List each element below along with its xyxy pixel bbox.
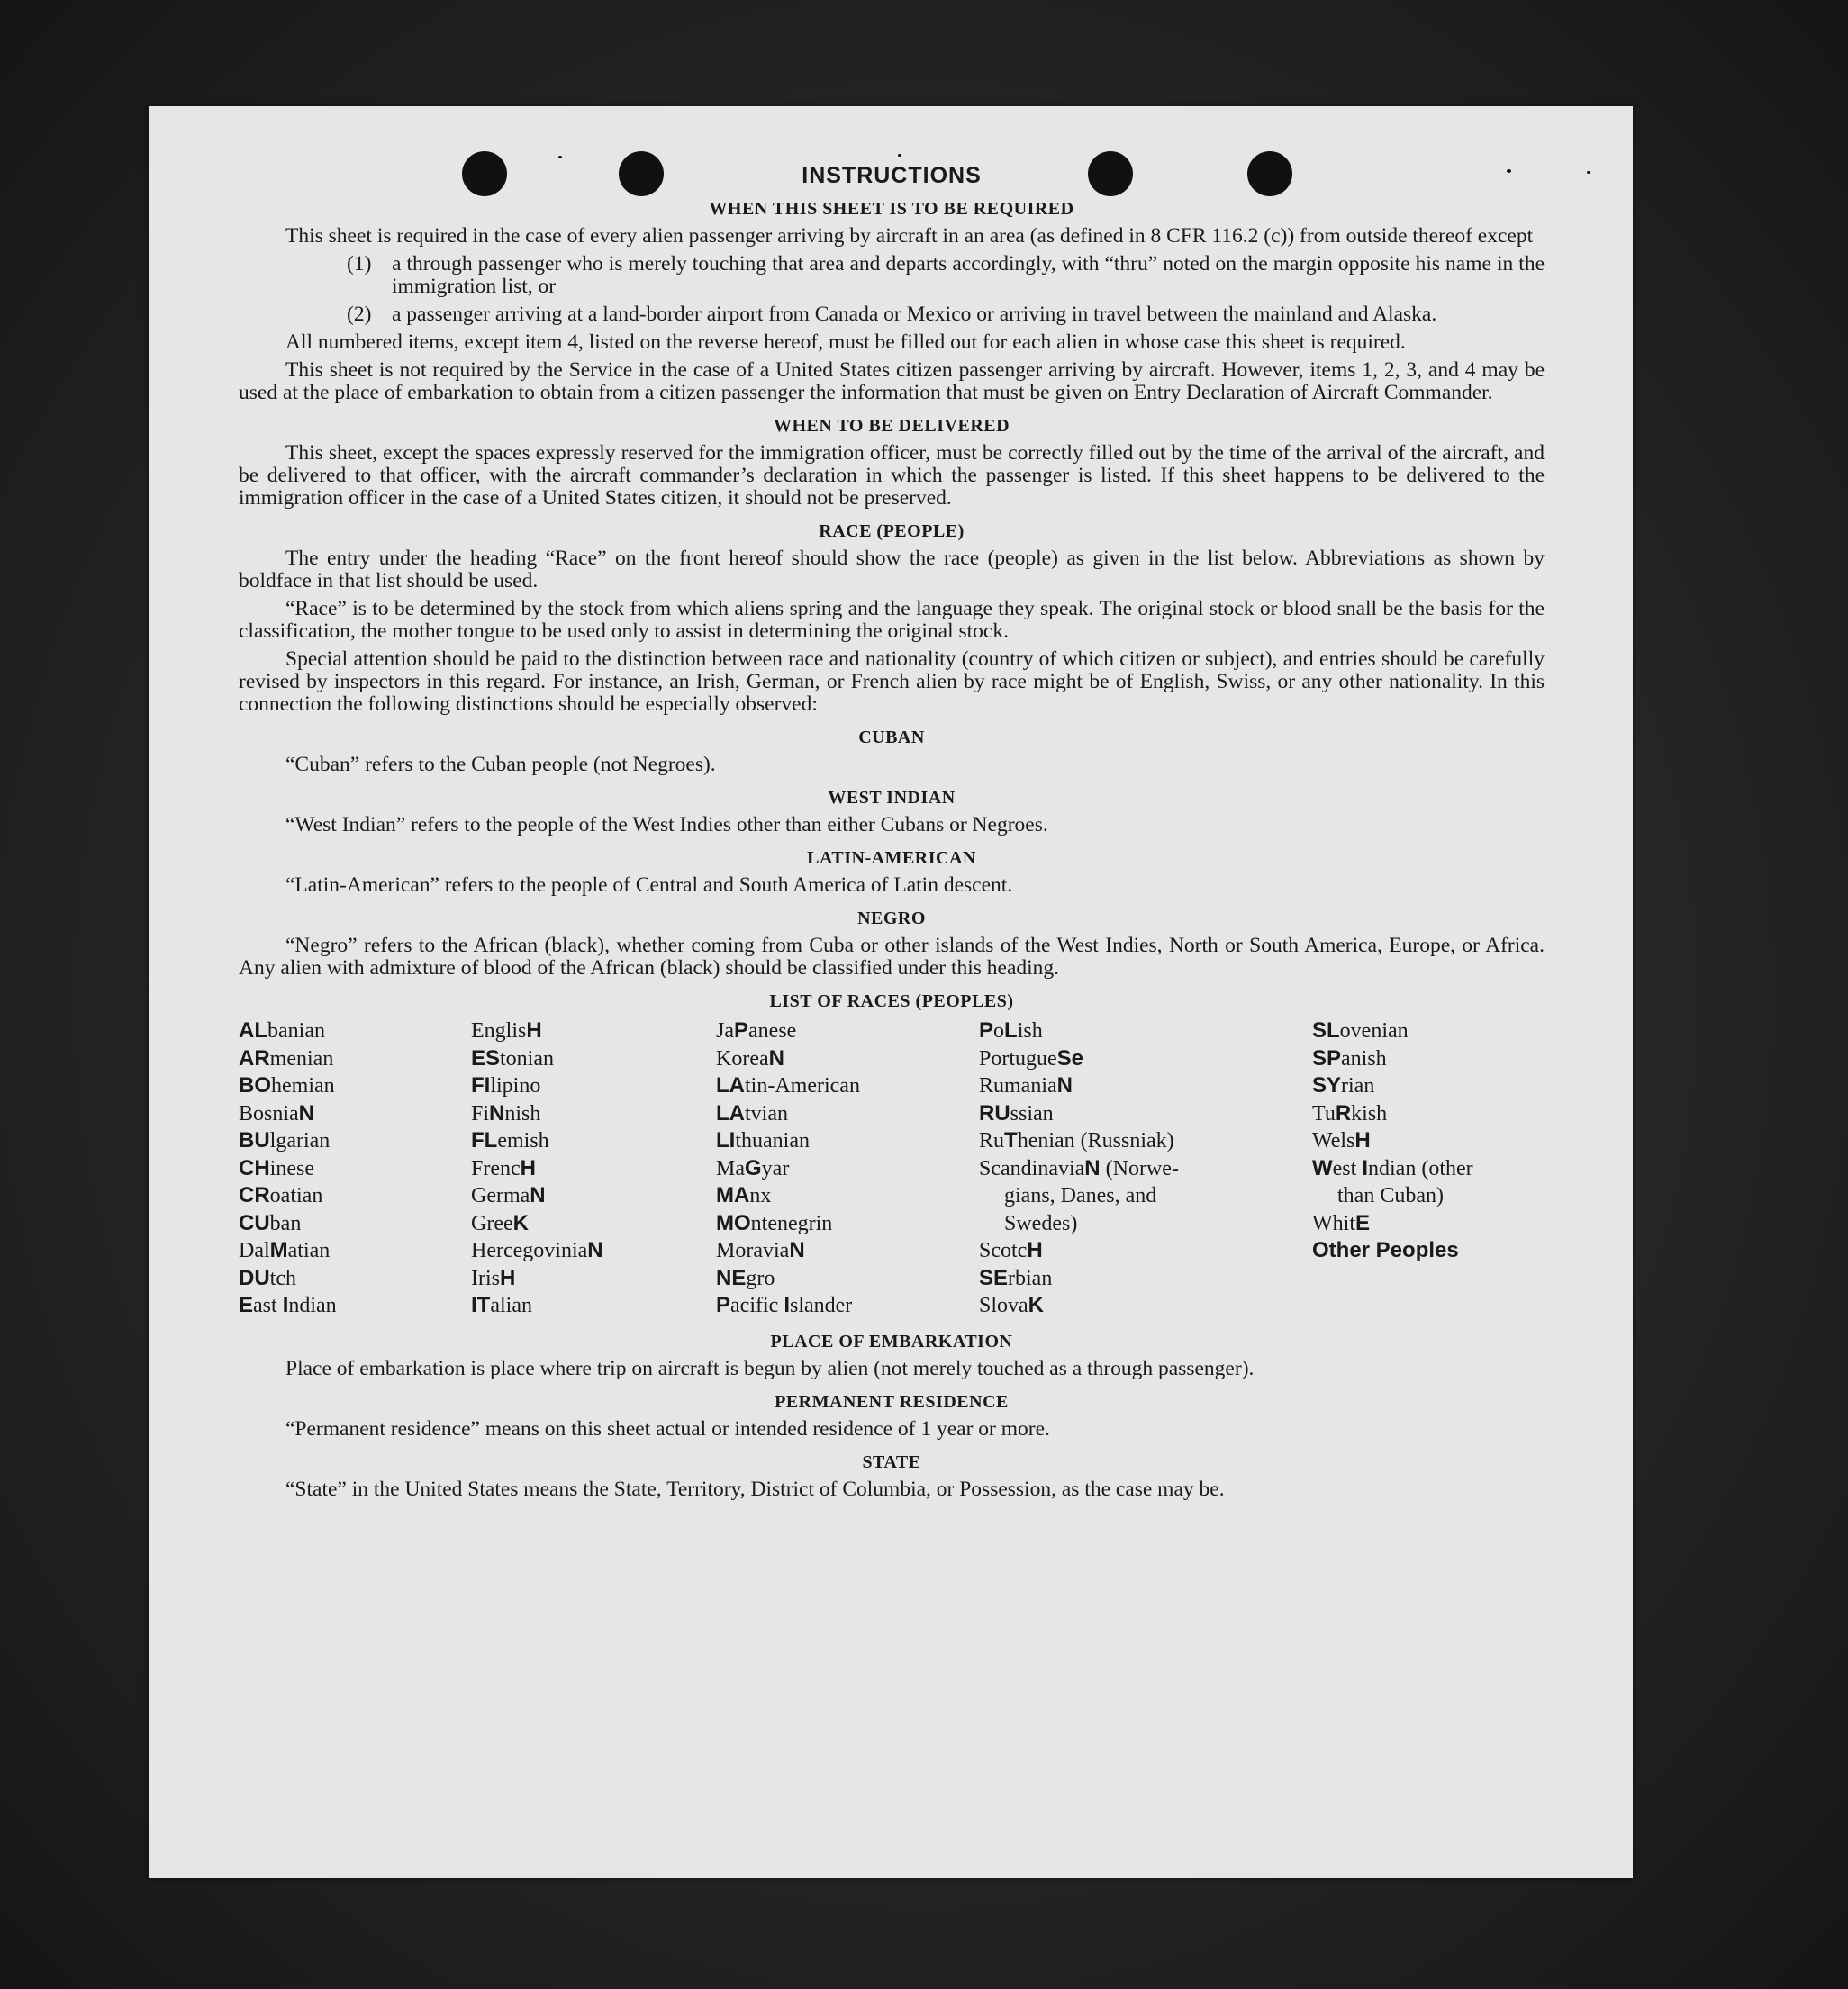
heading-west-indian: WEST INDIAN <box>828 788 956 808</box>
race-entry: East Indian <box>239 1293 337 1317</box>
race-entry: PoLish <box>979 1018 1043 1043</box>
scan-speck <box>1587 171 1590 174</box>
instruction-sheet <box>149 106 1633 1878</box>
page-title: INSTRUCTIONS <box>802 163 982 188</box>
race-entry: ARmenian <box>239 1045 334 1071</box>
race-entry: than Cuban) <box>1337 1184 1444 1207</box>
race-entry: MOntenegrin <box>716 1210 833 1235</box>
race-entry: ScotcH <box>979 1238 1043 1262</box>
heading-when-delivered: WHEN TO BE DELIVERED <box>773 416 1010 436</box>
exception-number: (1) <box>347 252 372 276</box>
heading-latin-american: LATIN-AMERICAN <box>807 848 976 868</box>
race-paragraph-1: The entry under the heading “Race” on the front hereof should show the race (people) as given in the list below. Abbreviations as shown by boldface in that list should be used. <box>239 547 1545 592</box>
exception-text: a through passenger who is merely touching that area and departs accordingly, with “thru” noted on the margin opposite his name in the immigration list, or <box>392 252 1545 298</box>
race-entry: BUlgarian <box>239 1128 331 1153</box>
race-entry: WhitE <box>1312 1210 1371 1235</box>
citizen-paragraph: This sheet is not required by the Service in the case of a United States citizen passenger arriving by aircraft. However, items 1, 2, 3, and 4 may be used at the place of embarkation to obtain from a citizen passenger the information that must be given on Entry Declaration of Aircraft Commander. <box>239 358 1545 404</box>
race-entry: WelsH <box>1312 1128 1371 1153</box>
race-paragraph-2: “Race” is to be determined by the stock from which aliens spring and the language they speak. The original stock or blood snall be the basis for the classification, the mother tongue to be used only to assist in determining the original stock. <box>239 597 1545 643</box>
race-entry: SlovaK <box>979 1293 1045 1317</box>
delivery-paragraph: This sheet, except the spaces expressly reserved for the immigration officer, must be correctly filled out by the time of the arrival of the aircraft, and be delivered to that officer, with the aircraft commander’s declaration in which the passenger is listed. If this sheet happens to be delivered to the immigration officer in the case of a United States citizen, it should not be preserved. <box>239 441 1545 510</box>
race-entry: MaGyar <box>716 1155 790 1180</box>
race-entry: Other Peoples <box>1312 1238 1459 1262</box>
race-entry: NEgro <box>716 1265 775 1290</box>
residence-paragraph: “Permanent residence” means on this sheet actual or intended residence of 1 year or more. <box>285 1416 1050 1441</box>
race-entry: EStonian <box>471 1045 555 1071</box>
race-entry: JaPanese <box>716 1018 797 1043</box>
race-entry: LAtvian <box>716 1100 788 1126</box>
race-entry: LAtin-American <box>716 1073 860 1098</box>
race-entry: IrisH <box>471 1265 516 1290</box>
race-entry: FrencH <box>471 1155 536 1180</box>
race-entry: SYrian <box>1312 1073 1375 1098</box>
scan-speck <box>898 154 901 157</box>
race-entry: LIthuanian <box>716 1128 810 1153</box>
race-entry: West Indian (other <box>1312 1155 1473 1180</box>
race-entry: ScandinaviaN (Norwe- <box>979 1155 1179 1180</box>
race-entry: CUban <box>239 1210 302 1235</box>
race-entry: DalMatian <box>239 1238 331 1262</box>
race-entry: BOhemian <box>239 1073 335 1098</box>
exception-number: (2) <box>347 303 372 326</box>
heading-embarkation: PLACE OF EMBARKATION <box>770 1331 1013 1352</box>
instructions-body <box>239 165 1545 1506</box>
negro-paragraph: “Negro” refers to the African (black), whether coming from Cuba or other islands of the West Indies, North or South America, Europe, or Africa. Any alien with admixture of blood of the African (black) should be classified under this heading. <box>239 934 1545 980</box>
race-entry: RumaniaN <box>979 1073 1073 1098</box>
race-entry: CRoatian <box>239 1183 323 1207</box>
race-entry: CHinese <box>239 1155 314 1180</box>
race-entry: TuRkish <box>1312 1100 1388 1126</box>
race-entry: GreeK <box>471 1210 529 1235</box>
heading-negro: NEGRO <box>857 909 926 928</box>
race-entry: FIlipino <box>471 1073 541 1098</box>
race-column <box>471 1017 716 1320</box>
heading-state: STATE <box>862 1451 921 1472</box>
race-entry: SLovenian <box>1312 1018 1409 1043</box>
when-required-intro: This sheet is required in the case of every alien passenger arriving by aircraft in an area (as defined in 8 CFR 116.2 (c)) from outside thereof except <box>285 224 1534 248</box>
race-column <box>239 1017 471 1320</box>
heading-cuban: CUBAN <box>858 728 925 747</box>
heading-when-required: WHEN THIS SHEET IS TO BE REQUIRED <box>709 199 1074 219</box>
state-paragraph: “State” in the United States means the State, Territory, District of Columbia, or Possession, as the case may be. <box>285 1477 1225 1501</box>
race-entry: BosniaN <box>239 1100 315 1126</box>
race-entry: KoreaN <box>716 1045 784 1071</box>
race-entry: DUtch <box>239 1265 296 1290</box>
race-entry: Pacific Islander <box>716 1293 853 1317</box>
embarkation-paragraph: Place of embarkation is place where trip on aircraft is begun by alien (not merely touched as a through passenger). <box>285 1356 1255 1380</box>
race-entry: ITalian <box>471 1293 532 1317</box>
exception-item-1 <box>239 253 1545 298</box>
race-entry: FiNnish <box>471 1100 541 1126</box>
race-entry: RUssian <box>979 1100 1054 1126</box>
numbered-items-paragraph: All numbered items, except item 4, listed on the reverse hereof, must be filled out for each alien in whose case this sheet is required. <box>285 330 1406 354</box>
heading-list-of-races: LIST OF RACES (PEOPLES) <box>769 991 1014 1011</box>
race-entry: EnglisH <box>471 1018 542 1043</box>
race-entry: Swedes) <box>1004 1211 1078 1235</box>
race-column <box>979 1017 1312 1320</box>
race-entry: MAnx <box>716 1183 772 1207</box>
race-column <box>1312 1017 1545 1320</box>
scan-speck <box>558 156 562 158</box>
race-entry: SPanish <box>1312 1045 1387 1071</box>
race-entry: ALbanian <box>239 1018 325 1043</box>
race-entry: GermaN <box>471 1183 546 1207</box>
heading-permanent-residence: PERMANENT RESIDENCE <box>775 1391 1009 1412</box>
cuban-paragraph: “Cuban” refers to the Cuban people (not Negroes). <box>285 753 716 776</box>
race-entry: RuThenian (Russniak) <box>979 1128 1174 1153</box>
race-list <box>239 1017 1545 1320</box>
latin-american-paragraph: “Latin-American” refers to the people of Central and South America of Latin descent. <box>285 873 1013 897</box>
west-indian-paragraph: “West Indian” refers to the people of the West Indies other than either Cubans or Negroes. <box>285 813 1048 836</box>
exception-text: a passenger arriving at a land-border airport from Canada or Mexico or arriving in travel between the mainland and Alaska. <box>392 303 1437 326</box>
race-entry: FLemish <box>471 1128 549 1153</box>
race-entry: HercegoviniaN <box>471 1238 603 1262</box>
race-entry: SErbian <box>979 1265 1053 1290</box>
race-entry: PortugueSe <box>979 1045 1084 1071</box>
heading-race: RACE (PEOPLE) <box>819 521 965 541</box>
race-paragraph-3: Special attention should be paid to the distinction between race and nationality (country of which citizen or subject), and entries should be carefully revised by inspectors in this regard. For instance, an Irish, German, or French alien by race might be of English, Swiss, or any other nationality. In this connection the following distinctions should be especially observed: <box>239 647 1545 716</box>
race-entry: gians, Danes, and <box>1004 1184 1157 1207</box>
race-column <box>716 1017 979 1320</box>
race-entry: MoraviaN <box>716 1238 805 1262</box>
exception-item-2 <box>239 303 1545 326</box>
